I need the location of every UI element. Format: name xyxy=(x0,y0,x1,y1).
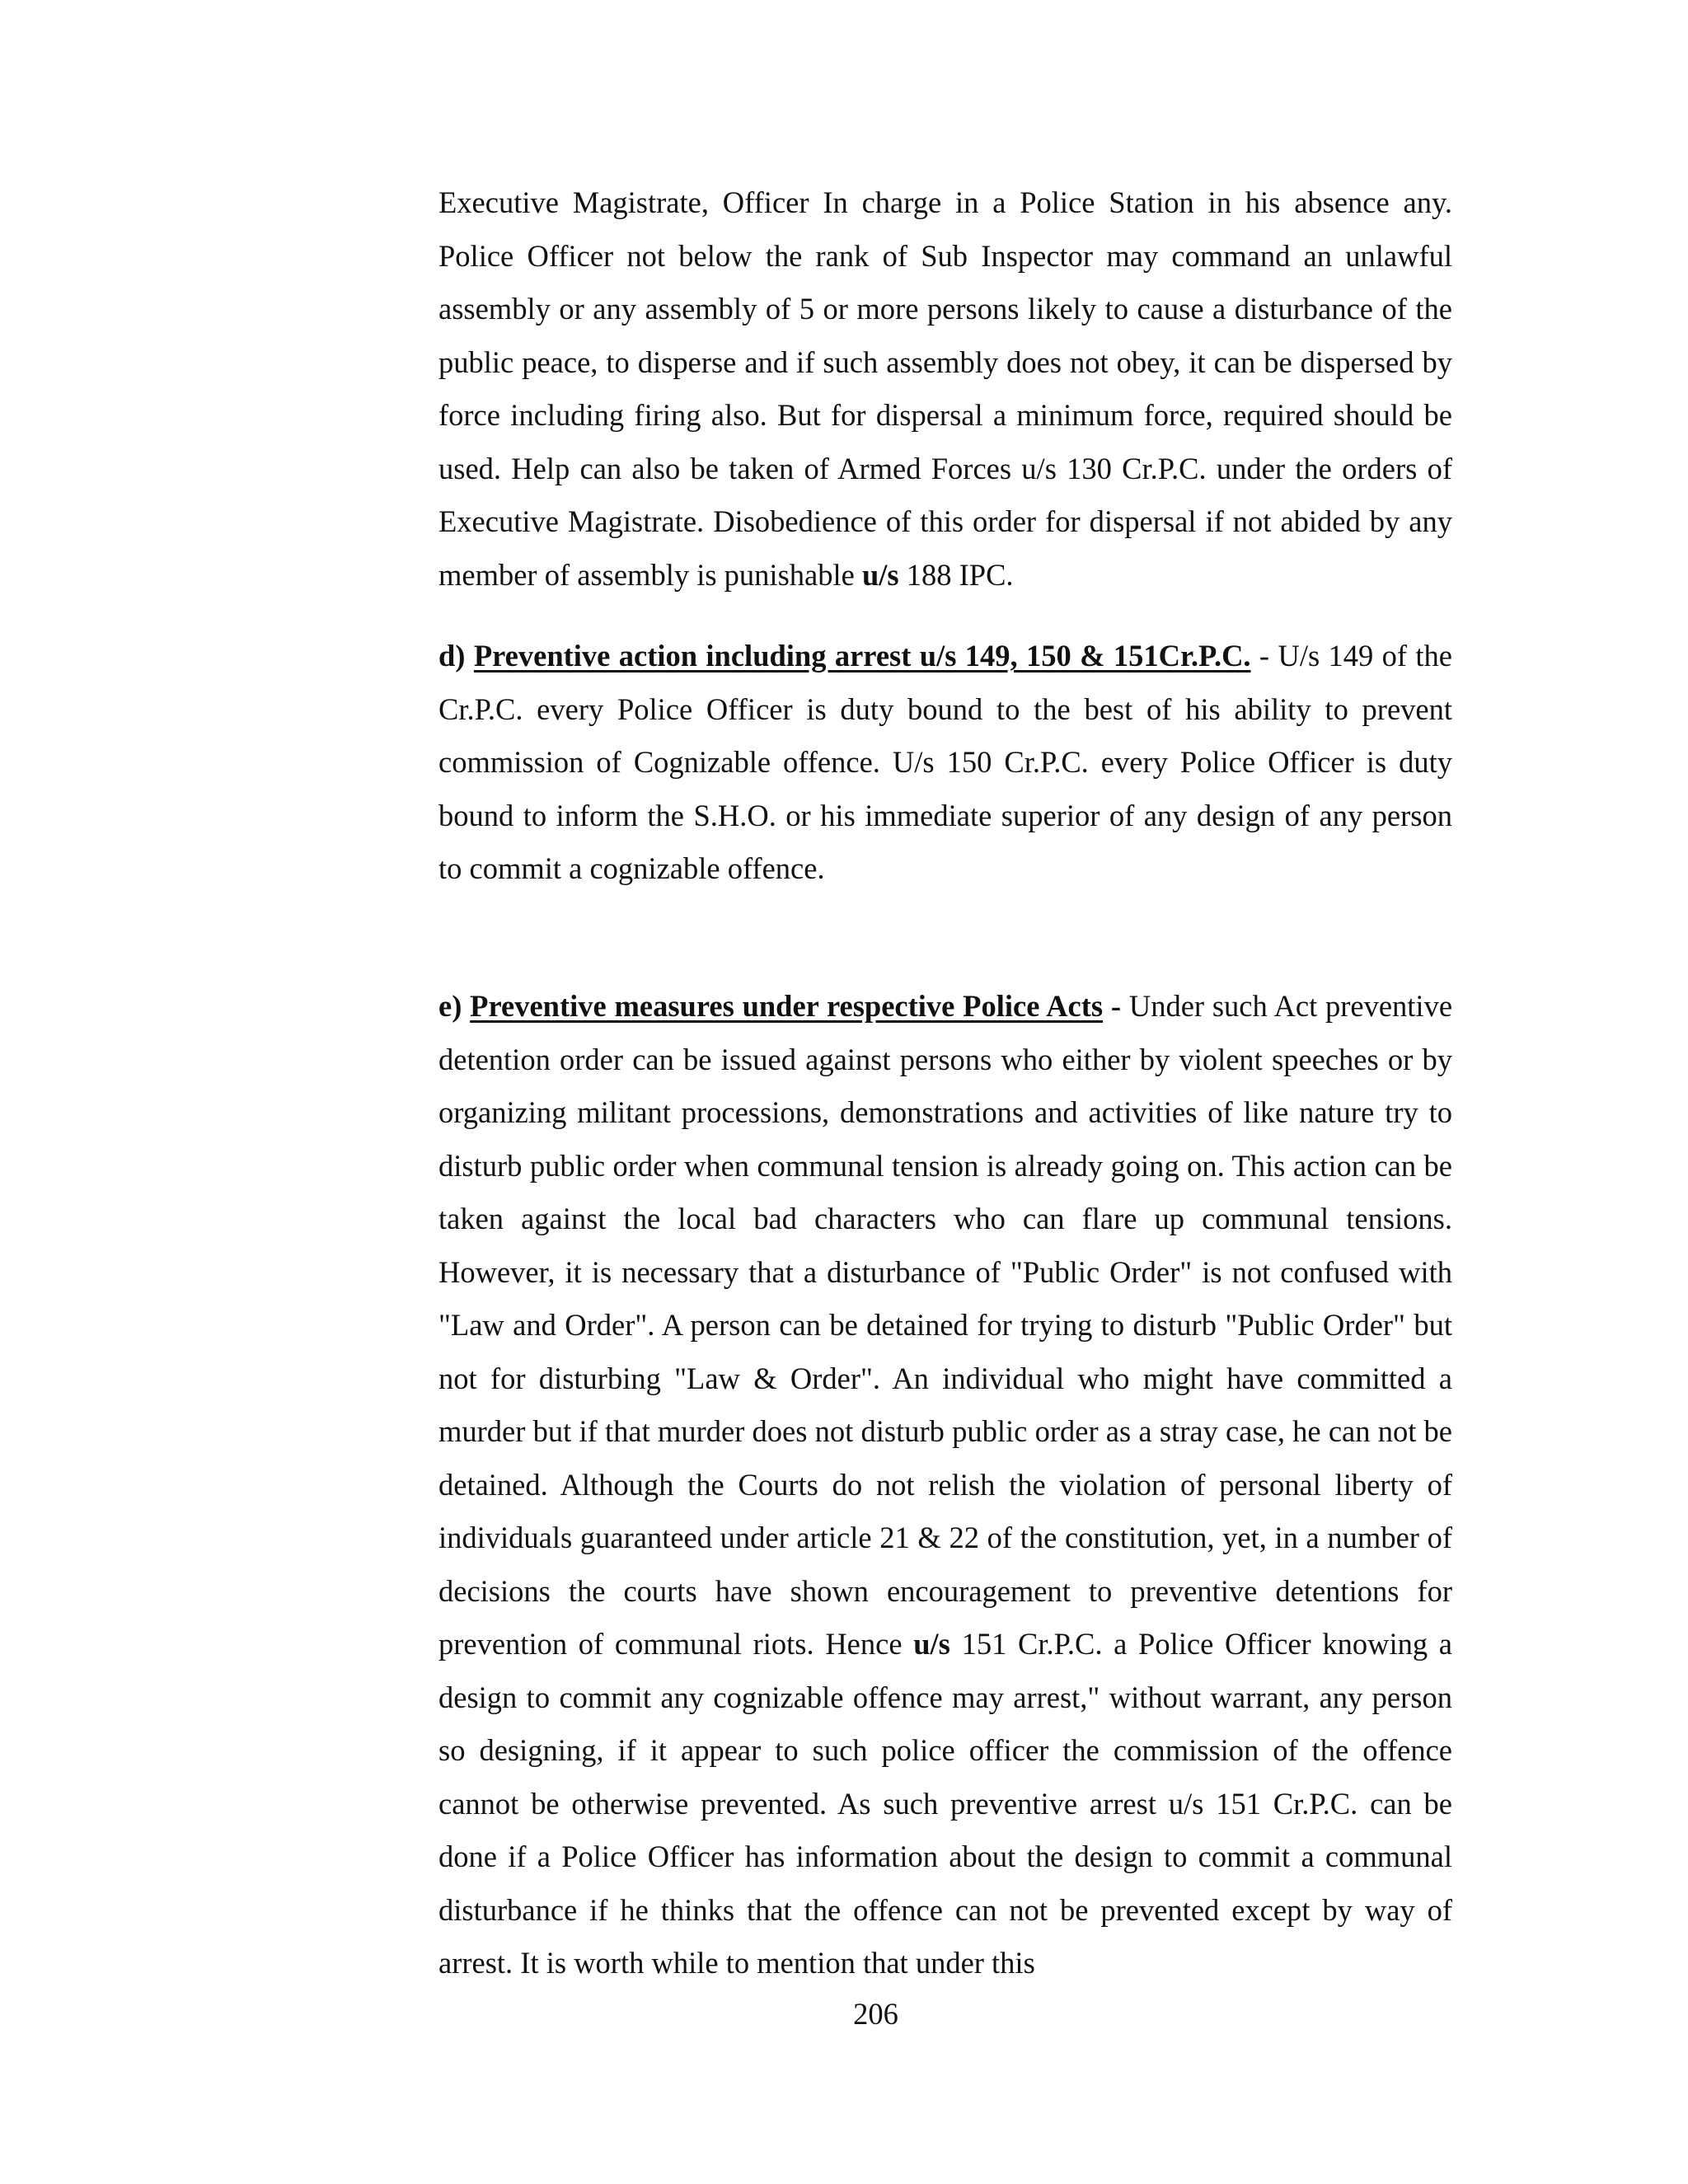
bold-us-term: u/s xyxy=(913,1627,950,1661)
paragraph-text: - U/s 149 of the Cr.P.C. every Police Officer is duty bound to the best of his ability to prevent commission of Cognizable offence. U/s 150 Cr.P.C. every Police Officer is duty bound to inform the S.H.O. or his immediate superior of any design of any person to commit a cognizable offence. xyxy=(438,639,1453,885)
page-number: 206 xyxy=(853,1997,898,2031)
paragraph-dispersal-of-assembly xyxy=(438,176,1452,602)
heading-dash: - xyxy=(1103,989,1122,1023)
paragraph-preventive-measures xyxy=(438,980,1452,1990)
paragraph-text: Under such Act preventive detention order can be issued against persons who either by violent speeches or by organizing militant processions, demonstrations and activities of like nature try to disturb public order when communal tension is already going on. This action can be taken against the local bad characters who can flare up communal tensions. However, it is necessary that a disturbance of "Public Order" is not confused with "Law and Order". A person can be detained for trying to disturb "Public Order" but not for disturbing "Law & Order". An individual who might have committed a murder but if that murder does not disturb public order as a stray case, he can not be detained. Although the Courts do not relish the violation of personal liberty of individuals guaranteed under article 21 & 22 of the constitution, yet, in a number of decisions the courts have shown encouragement to preventive detentions for prevention of communal riots. Hence xyxy=(438,989,1453,1661)
bold-us-term: u/s xyxy=(861,557,899,592)
paragraph-text: Executive Magistrate, Officer In charge in a Police Station in his absence any. Police Officer not below the rank of Sub Inspector may command an unlawful assembly or any assembly of 5 or more persons likely to cause a disturbance of the public peace, to disperse and if such assembly does not obey, it can be dispersed by force including firing also. But for dispersal a minimum force, required should be used. Help can also be taken of Armed Forces u/s 130 Cr.P.C. under the orders of Executive Magistrate. Disobedience of this order for dispersal if not abided by any member of assembly is punishable xyxy=(438,185,1452,592)
section-label-e: e) xyxy=(438,989,462,1023)
paragraph-text: 151 Cr.P.C. a Police Officer knowing a design to commit any cognizable offence may arrest," without warrant, any person so designing, if it appear to such police officer the commission of the offence cannot be otherwise prevented. As such preventive arrest u/s 151 Cr.P.C. can be done if a Police Officer has information about the design to commit a communal disturbance if he thinks that the offence can not be prevented except by way of arrest. It is worth while to mention that under this xyxy=(438,1627,1452,1980)
paragraph-text: 188 IPC. xyxy=(898,557,1014,592)
section-heading-preventive-measures: Preventive measures under respective Police Acts xyxy=(470,989,1104,1023)
section-heading-preventive-action: Preventive action including arrest u/s 149, 150 & 151Cr.P.C. xyxy=(473,639,1251,673)
section-label-d: d) xyxy=(438,639,466,673)
paragraph-preventive-action xyxy=(438,630,1452,896)
